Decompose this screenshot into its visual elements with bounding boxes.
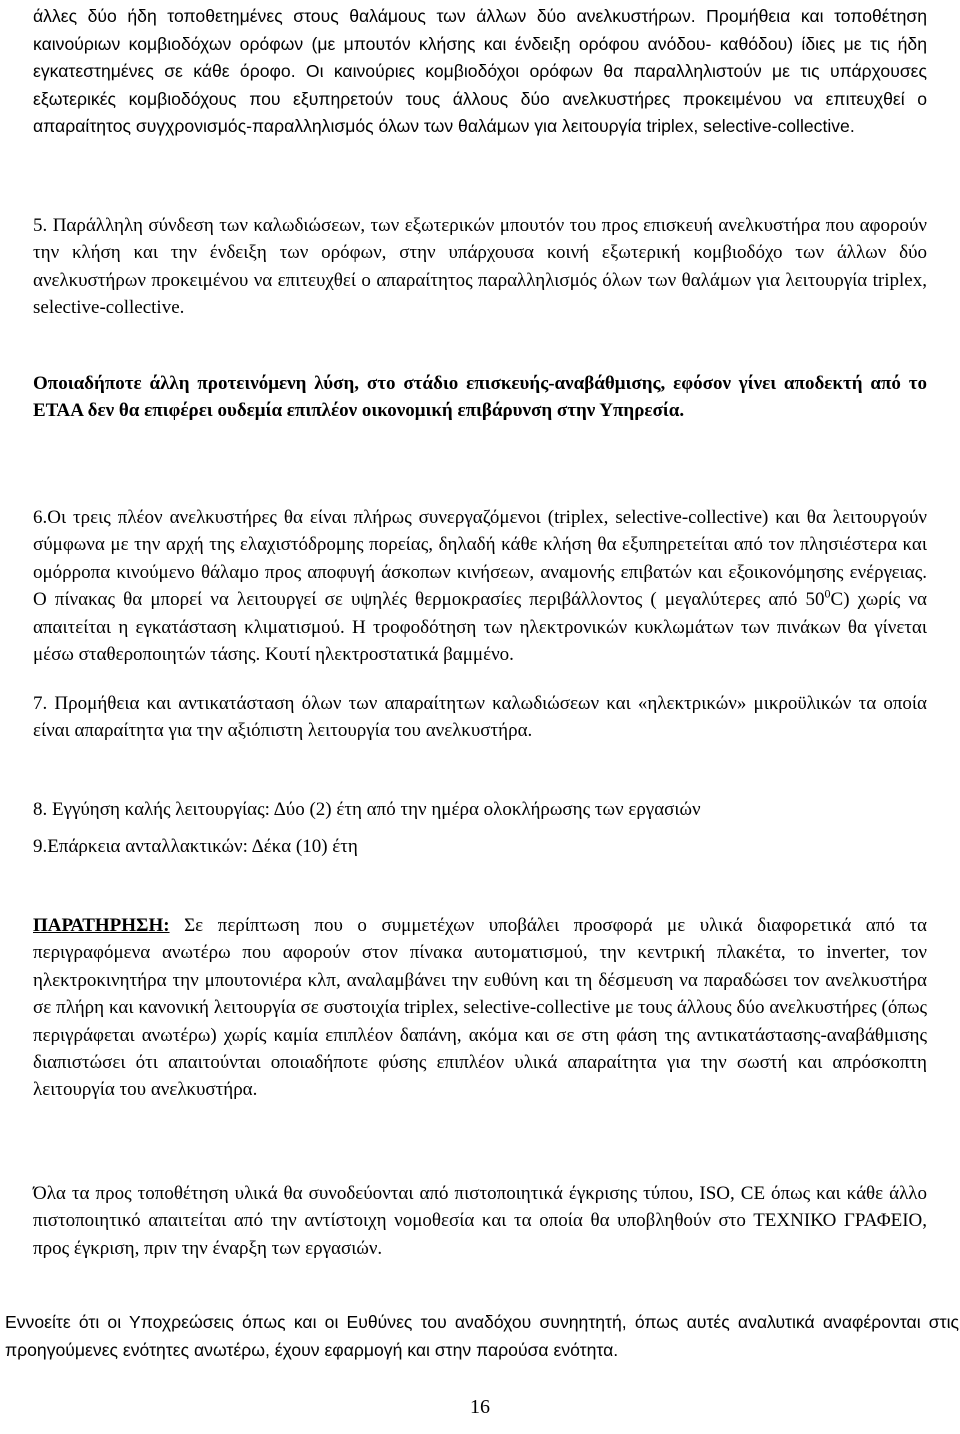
- degree-superscript: 0: [824, 586, 831, 601]
- paragraph-intro: άλλες δύο ήδη τοποθετημένες στους θαλάμους των άλλων δύο ανελκυστήρων. Προμήθεια και τοποθέτηση καινούριων κομβιοδόχων ορόφων (με μπουτόν κλήσης και ένδειξη ορόφου ανόδου- καθόδου) ίδιες με τις ήδη εγκατεστημένες σε κάθε όροφο. Οι καινούριες κομβιοδόχοι ορόφων θα παραλληλιστούν με τις υπάρχουσες εξωτερικές κομβιοδόχους που εξυπηρετούν τους άλλους δύο ανελκυστήρες προκειμένου να επιτευχθεί ο απαραίτητος συγχρονισμός-παραλληλισμός όλων των θαλάμων για λειτουργία triplex, selective-collective.: [33, 6, 927, 137]
- paragraph-5: 5. Παράλληλη σύνδεση των καλωδιώσεων, των εξωτερικών μπουτόν του προς επισκευή ανελκυστήρα που αφορούν την κλήση και την ένδειξη των ορόφων, στην υπάρχουσα κοινή εξωτερική κομβιοδόχο των άλλων δύο ανελκυστήρων προκειμένου να επιτευχθεί ο απαραίτητος παραλληλισμός όλων των θαλάμων για λειτουργία triplex, selective-collective.: [33, 215, 927, 319]
- paragraph-note: [33, 912, 927, 1104]
- paragraph-9: 9.Επάρκεια ανταλλακτικών: Δέκα (10) έτη: [33, 836, 358, 857]
- note-label: ΠΑΡΑΤΗΡΗΣΗ:: [33, 915, 170, 936]
- paragraph-certificates: Όλα τα προς τοποθέτηση υλικά θα συνοδεύονται από πιστοποιητικά έγκρισης τύπου, ISO, CE όπως και κάθε άλλο πιστοποιητικό απαιτείται από την αντίστοιχη νομοθεσία και τα οποία θα υποβληθούν στο ΤΕΧΝΙΚΟ ΓΡΑΦΕΙΟ, προς έγκριση, πριν την έναρξη των εργασιών.: [33, 1183, 927, 1259]
- paragraph-6: [33, 504, 927, 668]
- paragraph-final: Εννοείτε ότι οι Υποχρεώσεις όπως και οι Ευθύνες του αναδόχου συνηητητή, όπως αυτές αναλυτικά αναφέρονται στις προηγούμενες ενότητες ανωτέρω, έχουν εφαρμογή και στην παρούσα ενότητα.: [5, 1312, 959, 1360]
- note-text: Σε περίπτωση που ο συμμετέχων υποβάλει προσφορά με υλικά διαφορετικά από τα περιγραφόμενα ανωτέρω που αφορούν στον πίνακα αυτοματισμού, την κεντρική πλακέτα, το inverter, τον ηλεκτροκινητήρα την μπουτονιέρα κλπ, αναλαμβάνει την ευθύνη και τη δέσμευση να παραδώσει τον ανελκυστήρα σε πλήρη και κανονική λειτουργία σε συστοιχία triplex, selective-collective με τους άλλους δύο ανελκυστήρες (όπως περιγράφεται ανωτέρω) χωρίς καμία επιπλέον δαπάνη, ακόμα και σε στη φάση της αντικατάστασης-αναβάθμισης διαπιστώσει ότι απαιτούνται οποιαδήποτε φύσης επιπλέον υλικά απαραίτητα για την σωστή και απρόσκοπτη λειτουργία του ανελκυστήρα.: [33, 915, 927, 1101]
- paragraph-bold-notice: Οποιαδήποτε άλλη προτεινόμενη λύση, στο στάδιο επισκευής-αναβάθμισης, εφόσον γίνει αποδεκτή από το ΕΤΑΑ δεν θα επιφέρει ουδεμία επιπλέον οικονομική επιβάρυνση στην Υπηρεσία.: [33, 373, 927, 422]
- page-number: 16: [470, 1396, 490, 1418]
- paragraph-6-text-a: 6.Οι τρεις πλέον ανελκυστήρες θα είναι πλήρως συνεργαζόμενοι (triplex, selective-collective) και θα λειτουργούν σύμφωνα με την αρχή της ελαχιστόδρομης πορείας, δηλαδή κάθε κλήση θα εξυπηρετείται από τον πλησιέστερα και ομόρροπα κινούμενο θάλαμο προς αποφυγή άσκοπων κινήσεων, αναμονής επιβατών και εξοικονόμησης ενέργειας. Ο πίνακας θα μπορεί να λειτουργεί σε υψηλές θερμοκρασίες περιβάλλοντος ( μεγαλύτερες από 50: [33, 507, 927, 611]
- paragraph-6-text-b: C) χωρίς να απαιτείται η εγκατάσταση κλιματισμού. Η τροφοδότηση των ηλεκτρονικών κυκλωμάτων των πινάκων θα γίνεται μέσω σταθεροποιητών τάσης. Κουτί ηλεκτροστατικά βαμμένο.: [33, 589, 927, 666]
- paragraph-7: 7. Προμήθεια και αντικατάσταση όλων των απαραίτητων καλωδιώσεων και «ηλεκτρικών» μικροϋλικών τα οποία είναι απαραίτητα για την αξιόπιστη λειτουργία του ανελκυστήρα.: [33, 693, 927, 742]
- paragraph-8: 8. Εγγύηση καλής λειτουργίας: Δύο (2) έτη από την ημέρα ολοκλήρωσης των εργασιών: [33, 799, 701, 820]
